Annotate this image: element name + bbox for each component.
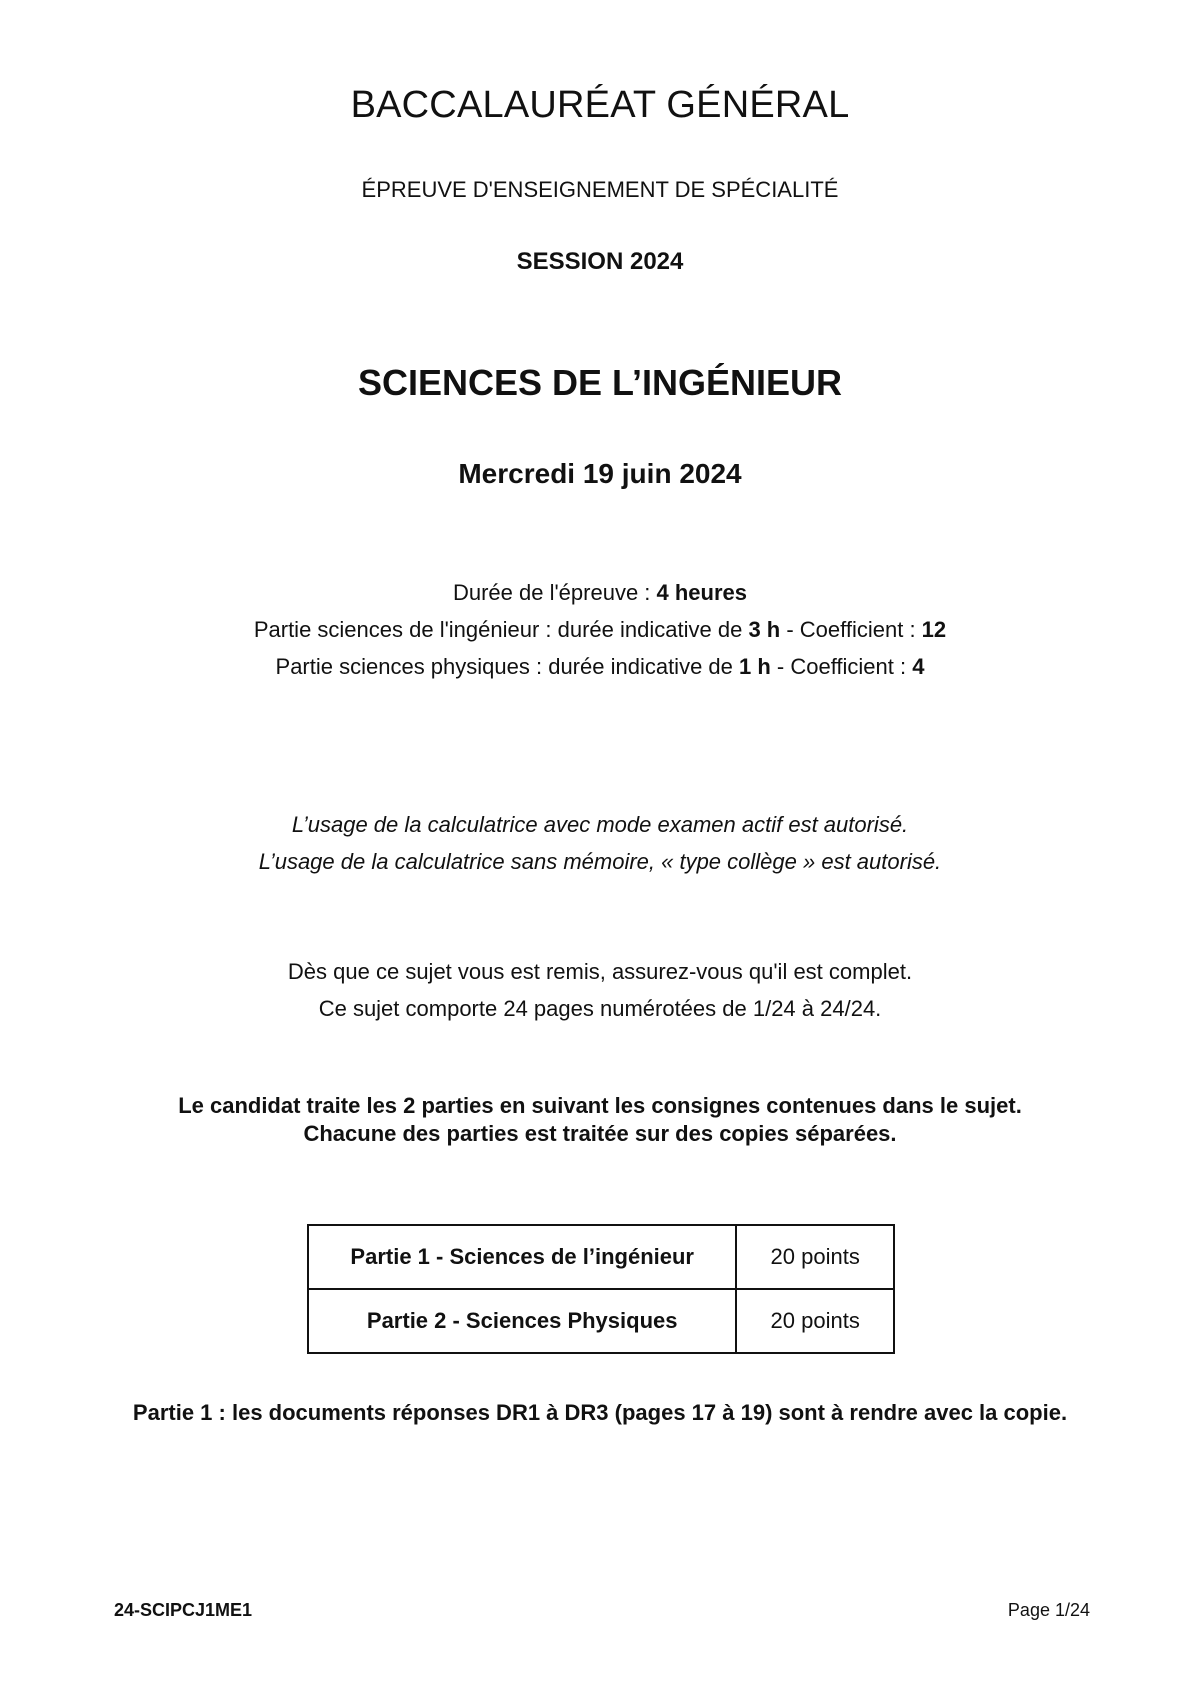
calculator-rule-1: L’usage de la calculatrice avec mode examen actif est autorisé. bbox=[291, 812, 909, 837]
candidate-instructions bbox=[0, 1092, 1200, 1148]
calculator-rule-2: L’usage de la calculatrice sans mémoire, « type collège » est autorisé. bbox=[258, 849, 942, 874]
instruction-line-2: Chacune des parties est traitée sur des copies séparées. bbox=[303, 1121, 897, 1146]
page-number: Page 1/24 bbox=[1007, 1600, 1090, 1620]
subject-title: SCIENCES DE L’INGÉNIEUR bbox=[357, 362, 843, 403]
parts-table bbox=[307, 1224, 895, 1354]
exam-title: BACCALAURÉAT GÉNÉRAL bbox=[350, 84, 850, 126]
subject-info bbox=[0, 953, 1200, 1027]
subject-code: 24-SCIPCJ1ME1 bbox=[114, 1600, 253, 1620]
part-points: 20 points bbox=[736, 1225, 894, 1289]
physics-duration-label: Partie sciences physiques : durée indicative de bbox=[275, 654, 739, 679]
calculator-rules bbox=[0, 806, 1200, 880]
duration-line-total bbox=[0, 574, 1200, 611]
info-line-1: Dès que ce sujet vous est remis, assurez-vous qu'il est complet. bbox=[287, 959, 913, 984]
physics-coef-label: - Coefficient : bbox=[770, 654, 913, 679]
info-line-2: Ce sujet comporte 24 pages numérotées de 1/24 à 24/24. bbox=[318, 996, 882, 1021]
part-name: Partie 1 - Sciences de l’ingénieur bbox=[308, 1225, 736, 1289]
answer-documents-note: Partie 1 : les documents réponses DR1 à DR3 (pages 17 à 19) sont à rendre avec la copie. bbox=[132, 1400, 1068, 1425]
duration-label: Durée de l'épreuve : bbox=[452, 580, 657, 605]
exam-date: Mercredi 19 juin 2024 bbox=[458, 458, 742, 489]
duration-line-physics bbox=[0, 648, 1200, 685]
si-coef-label: - Coefficient : bbox=[780, 617, 922, 642]
si-duration-label: Partie sciences de l'ingénieur : durée indicative de bbox=[253, 617, 749, 642]
table-row bbox=[308, 1225, 894, 1289]
part-name: Partie 2 - Sciences Physiques bbox=[308, 1289, 736, 1353]
physics-coef: 4 bbox=[912, 654, 925, 679]
si-hours: 3 h bbox=[748, 617, 781, 642]
exam-subtitle: ÉPREUVE D'ENSEIGNEMENT DE SPÉCIALITÉ bbox=[361, 177, 839, 202]
duration-block bbox=[0, 574, 1200, 685]
part-points: 20 points bbox=[736, 1289, 894, 1353]
si-coef: 12 bbox=[921, 617, 947, 642]
physics-hours: 1 h bbox=[739, 654, 771, 679]
session-label: SESSION 2024 bbox=[516, 248, 684, 275]
table-row bbox=[308, 1289, 894, 1353]
instruction-line-1: Le candidat traite les 2 parties en suivant les consignes contenues dans le sujet. bbox=[178, 1093, 1022, 1118]
duration-line-si bbox=[0, 611, 1200, 648]
duration-value: 4 heures bbox=[656, 580, 748, 605]
